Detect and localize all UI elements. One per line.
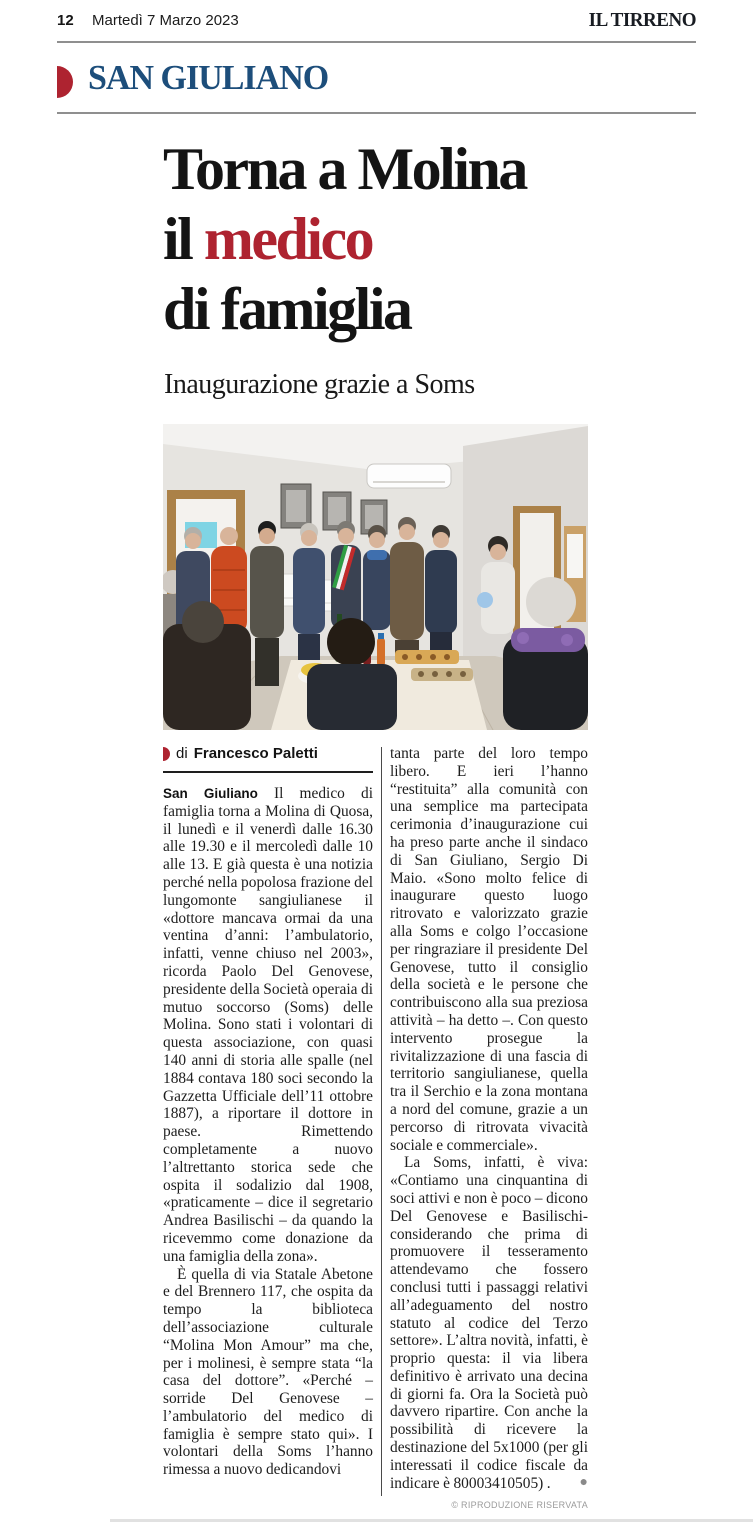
headline-line1: Torna a Molina — [163, 136, 526, 202]
headline-line3: di famiglia — [163, 276, 411, 342]
paragraph-4 — [390, 1154, 588, 1492]
article-photo — [163, 424, 588, 730]
paragraph-1 — [163, 785, 373, 1266]
lead-in: San Giuliano — [163, 786, 258, 801]
paragraph-3: tanta parte del loro tempo libero. E ieri l’hanno “restituita” alla comunità con una semplice ma partecipata cerimonia d’inaugurazione cui ha preso parte anche il sindaco di San Giuliano, Sergio Di Maio. «Sono molto felice di inaugurare questo luogo ritrovato e valorizzato grazie alla Soms e colgo l’occasione per ringraziare il presidente Del Genovese, tutto il consiglio della società e le persone che contribuiscono alla sua preziosa attività – ha detto –. Con questo intervento prosegue la rivitalizzazione di una fascia di territorio sangiulianese, quella tra il Serchio e la zona montana a nord del comune, grazie a un percorso di ritrovata vivacità sociale e commerciale». — [390, 745, 588, 1154]
column-left — [163, 745, 373, 1510]
byline — [163, 745, 373, 762]
byline-prefix: di — [176, 745, 188, 762]
section-title: SAN GIULIANO — [88, 58, 329, 97]
byline-rule — [163, 771, 373, 773]
paragraph-4-text: La Soms, infatti, è viva: «Contiamo una cinquantina di soci attivi e non è poco – dicono Del Genovese e Basilischi- considerando che prima di promuovere il tesseramento attendevamo che fossero conclusi tutti i passaggi relativi all’adeguamento del nostro statuto al codice del Terzo settore». L’altra novità, infatti, è proprio questa: il via libera definitivo è arrivato una decina di giorni fa. Ora la Società può davvero ripartire. Con anche la possibilità di ricevere la destinazione del 5x1000 (per gli interessati il codice fiscale da indicare è 80003410505) . — [390, 1154, 588, 1492]
paragraph-2: È quella di via Statale Abetone e del Brennero 117, che ospita da tempo la biblioteca dell’associazione culturale “Molina Mon Amour” ma che, per i molinesi, è sempre stata “la casa del dottore”. «Perché – sorride Del Genovese – l’ambulatorio del medico di famiglia è sempre stato qui». I volontari della Soms l’hanno rimessa a nuovo dedicandovi — [163, 1265, 373, 1479]
headline-line2-word: il — [163, 206, 192, 272]
page-number: 12 — [57, 12, 74, 29]
byline-author: Francesco Paletti — [193, 745, 318, 762]
newspaper-brand: IL TIRRENO — [588, 9, 696, 31]
edition-date: Martedì 7 Marzo 2023 — [92, 12, 239, 29]
ac-unit — [367, 464, 451, 488]
paragraph-1-text: Il medico di famiglia torna a Molina di Quosa, il lunedì e il venerdì dalle 16.30 alle 19.30 e il mercoledì dalle 10 alle 13. E già questa è una notizia perché nella popolosa frazione del lungomonte sangiulianese il «dottore mancava ormai da una ventina d’anni: l’ambulatorio, infatti, venne chiuso nel 2003», ricorda Paolo Del Genovese, presidente della Società operaia di mutuo soccorso (Soms) delle Molina. Sono stati i volontari di questa associazione, con quasi 140 anni di storia alle spalle (nel 1884 contava 180 soci secondo la Gazzetta Ufficiale dell’11 ottobre 1887), a riportare il dottore in paese. Rimettendo completamente a nuovo l’altrettanto storica sede che ospita il sodalizio dal 1908, «praticamente – dice il segretario Andrea Basilischi – da quando la ricevemmo come donazione da una famiglia della zona». — [163, 785, 373, 1265]
section-bullet-icon — [57, 66, 73, 98]
byline-bullet-icon — [163, 747, 170, 761]
article-photo-illustration — [163, 424, 588, 730]
copyright-notice: © RIPRODUZIONE RISERVATA — [451, 1500, 588, 1511]
headline-accent-word: medico — [203, 206, 373, 272]
end-mark-icon: ● — [579, 1475, 588, 1491]
subtitle: Inaugurazione grazie a Soms — [164, 369, 475, 400]
section-rule — [57, 112, 696, 114]
article — [163, 134, 588, 1510]
masthead-rule — [57, 41, 696, 43]
column-divider — [381, 747, 382, 1496]
column-right — [390, 745, 588, 1510]
headline — [163, 134, 588, 344]
article-body — [163, 745, 588, 1510]
page-bottom-rule — [110, 1519, 753, 1522]
